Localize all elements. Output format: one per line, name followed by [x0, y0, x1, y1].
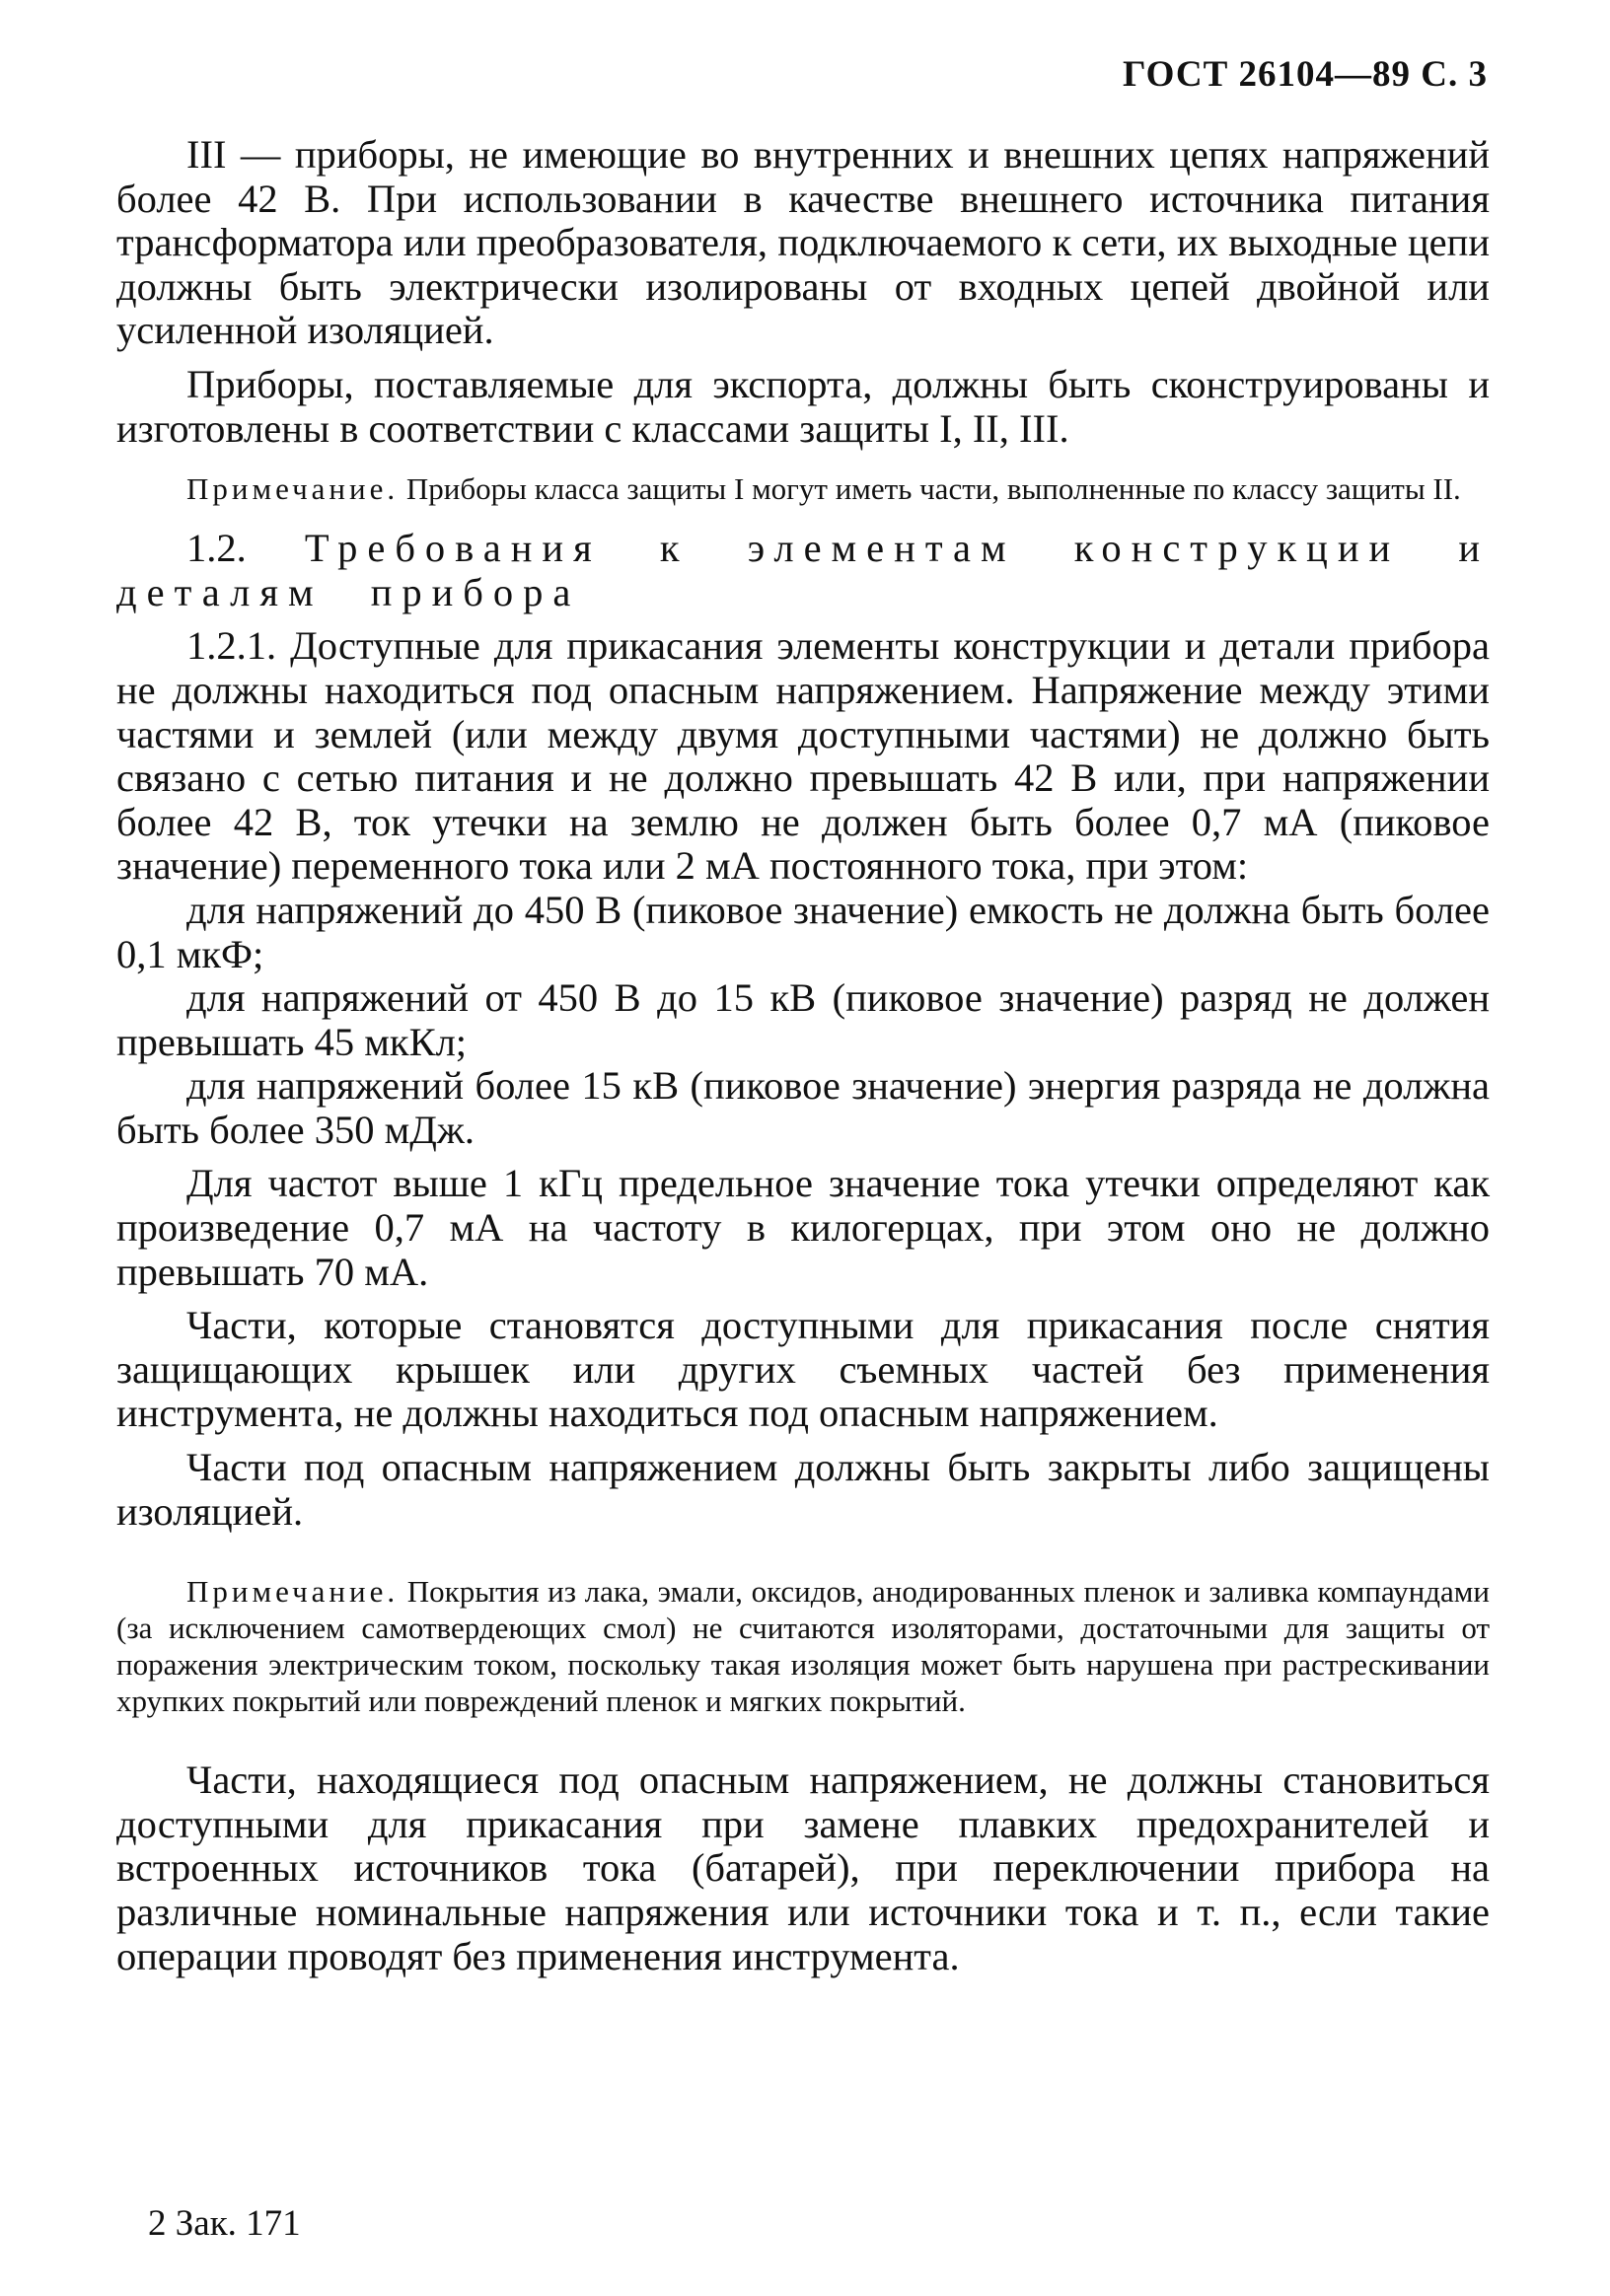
paragraph-energy: для напряжений более 15 кВ (пиковое значение) энергия разряда не должна быть более 350 мДж. [116, 1063, 1490, 1152]
paragraph-discharge: для напряжений от 450 В до 15 кВ (пиковое значение) разряд не должен превышать 45 мкКл; [116, 975, 1490, 1064]
paragraph-1-2-1: 1.2.1. Доступные для прикасания элементы конструкции и детали прибора не должны находиться под опасным напряжением. Напряжение между этими частями и землей (или между двумя доступными частями) не должно быть связано с сетью питания и не должно превышать 42 В или, при напряжении более 42 В, ток утечки на землю не должен быть более 0,7 мА (пиковое значение) переменного тока или 2 мА постоянного тока, при этом: [116, 623, 1490, 889]
page-header: ГОСТ 26104—89 С. 3 [1123, 54, 1488, 95]
paragraph-export: Приборы, поставляемые для экспорта, должны быть сконструированы и изготовлены в соответствии с классами защиты I, II, III. [116, 361, 1490, 451]
page-footer: 2 Зак. 171 [148, 2203, 301, 2244]
section-heading [116, 527, 1490, 614]
paragraph-frequency: Для частот выше 1 кГц предельное значение тока утечки определяют как произведение 0,7 мА на частоту в килогерцах, при этом оно не должно превышать 70 мА. [116, 1161, 1490, 1294]
section-title: Требования к элементам конструкции и деталям прибора [116, 526, 1490, 614]
paragraph-class-iii: III — приборы, не имеющие во внутренних и внешних цепях напряжений более 42 В. При использовании в качестве внешнего источника питания трансформатора или преобразователя, подключаемого к сети, их выходные цепи должны быть электрически изолированы от входных цепей двойной или усиленной изоляцией. [116, 132, 1490, 353]
document-body [116, 133, 1490, 1978]
note-text: Покрытия из лака, эмали, оксидов, анодированных пленок и заливка компаундами (за исключением самотвердеющих смол) не считаются изоляторами, достаточными для защиты от поражения электрическим током, поскольку такая изоляция может быть нарушена при растрескивании хрупких покрытий или повреждений пленок и мягких покрытий. [116, 1574, 1490, 1719]
note-label: Примечание. [186, 1574, 400, 1610]
paragraph-fuses: Части, находящиеся под опасным напряжением, не должны становиться доступными для прикасания при замене плавких предохранителей и встроенных источников тока (батарей), при переключении прибора на различные номинальные напряжения или источники тока и т. п., если такие операции проводят без применения инструмента. [116, 1758, 1490, 1978]
note-coatings [116, 1573, 1490, 1719]
note-protection-class [116, 470, 1490, 507]
note-label: Примечание. [186, 471, 400, 507]
section-number: 1.2. [186, 526, 247, 571]
note-text: Приборы класса защиты I могут иметь части, выполненные по классу защиты II. [399, 471, 1461, 507]
paragraph-insulation: Части под опасным напряжением должны быть закрыты либо защищены изоляцией. [116, 1445, 1490, 1534]
paragraph-covers: Части, которые становятся доступными для прикасания после снятия защищающих крышек или других съемных частей без применения инструмента, не должны находиться под опасным напряжением. [116, 1303, 1490, 1436]
paragraph-capacity: для напряжений до 450 В (пиковое значение) емкость не должна быть более 0,1 мкФ; [116, 887, 1490, 976]
